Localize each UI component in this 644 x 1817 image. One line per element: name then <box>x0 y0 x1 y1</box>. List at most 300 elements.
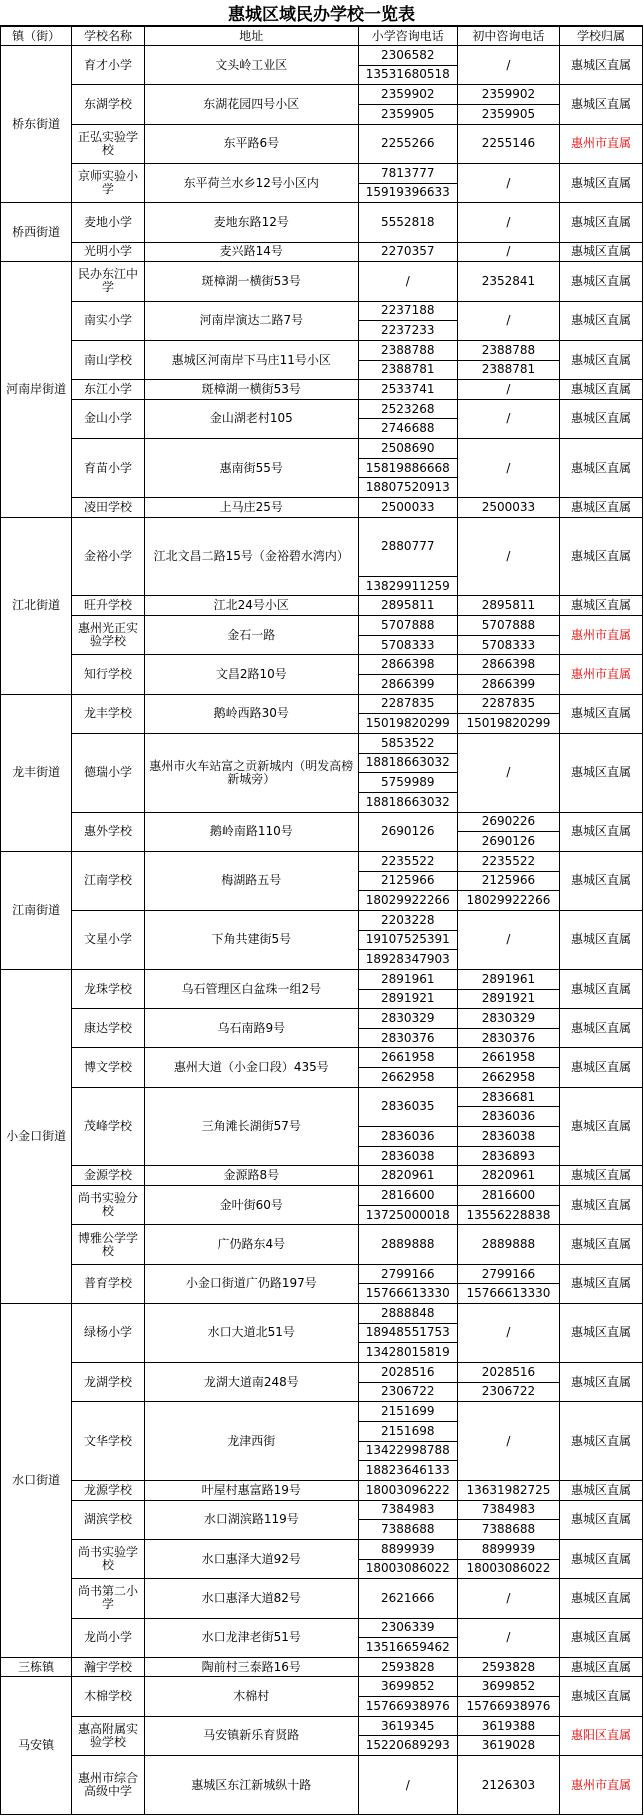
school-address: 金山湖老村105 <box>144 399 358 438</box>
school-address: 马安镇新乐育贤路 <box>144 1716 358 1755</box>
primary-phone: 2235522 <box>358 851 457 871</box>
town-cell: 江南街道 <box>1 851 72 969</box>
primary-phone: 2662958 <box>358 1068 457 1088</box>
school-address: 斑樟湖一横街53号 <box>144 262 358 301</box>
school-name: 博文学校 <box>72 1048 144 1087</box>
middle-phone: 2388781 <box>457 360 559 380</box>
school-address: 龙津西街 <box>144 1402 358 1481</box>
school-name: 民办东江中学 <box>72 262 144 301</box>
middle-phone: 2359902 <box>457 85 559 105</box>
town-cell: 水口街道 <box>1 1304 72 1658</box>
primary-phone: 2523268 <box>358 399 457 419</box>
school-name: 瀚宇学校 <box>72 1657 144 1677</box>
school-belong: 惠城区直属 <box>560 1225 643 1264</box>
middle-phone: 2287835 <box>457 694 559 714</box>
school-address: 麦兴路14号 <box>144 242 358 262</box>
table-row <box>1 1009 643 1029</box>
middle-phone: / <box>457 46 559 85</box>
primary-phone: 2306339 <box>358 1618 457 1638</box>
primary-phone: 2891961 <box>358 969 457 989</box>
school-name: 金山小学 <box>72 399 144 438</box>
table-row <box>1 1657 643 1677</box>
school-name: 金源学校 <box>72 1166 144 1186</box>
table-row <box>1 498 643 518</box>
middle-phone: / <box>457 1402 559 1481</box>
school-name: 龙尚小学 <box>72 1618 144 1657</box>
school-address: 小金口街道广仍路197号 <box>144 1264 358 1303</box>
middle-phone: 13556228838 <box>457 1205 559 1225</box>
table-row <box>1 1480 643 1500</box>
school-name: 茂峰学校 <box>72 1087 144 1166</box>
town-cell: 马安镇 <box>1 1677 72 1815</box>
town-cell: 江北街道 <box>1 517 72 694</box>
school-address: 东平路6号 <box>144 124 358 163</box>
school-address: 水口湖滨路119号 <box>144 1500 358 1539</box>
school-belong: 惠城区直属 <box>560 694 643 733</box>
school-name: 凌田学校 <box>72 498 144 518</box>
middle-phone: / <box>457 163 559 202</box>
middle-phone: 15766938976 <box>457 1697 559 1717</box>
middle-phone: 8899939 <box>457 1539 559 1559</box>
primary-phone: 18948551753 <box>358 1323 457 1343</box>
primary-phone: 2359905 <box>358 104 457 124</box>
school-name: 惠外学校 <box>72 812 144 851</box>
school-name: 育苗小学 <box>72 439 144 498</box>
table-row <box>1 380 643 400</box>
school-belong: 惠城区直属 <box>560 1618 643 1657</box>
middle-phone: 3619028 <box>457 1736 559 1756</box>
primary-phone: 3699852 <box>358 1677 457 1697</box>
primary-phone: 2891921 <box>358 989 457 1009</box>
school-belong: 惠城区直属 <box>560 1009 643 1048</box>
table-row <box>1 242 643 262</box>
primary-phone: 2593828 <box>358 1657 457 1677</box>
middle-phone: 2830329 <box>457 1009 559 1029</box>
town-cell: 桥东街道 <box>1 46 72 203</box>
school-belong: 惠城区直属 <box>560 498 643 518</box>
primary-phone: 5552818 <box>358 203 457 242</box>
table-row <box>1 340 643 360</box>
school-address: 惠南街55号 <box>144 439 358 498</box>
table-row <box>1 1225 643 1245</box>
school-address: 乌石管理区白盆珠一组2号 <box>144 969 358 1008</box>
primary-phone: 2895811 <box>358 596 457 616</box>
school-belong: 惠城区直属 <box>560 517 643 596</box>
school-address: 鹅岭西路30号 <box>144 694 358 733</box>
primary-phone: 2028516 <box>358 1362 457 1382</box>
middle-phone: 2388788 <box>457 340 559 360</box>
table-row <box>1 85 643 105</box>
middle-phone: 2255146 <box>457 124 559 163</box>
middle-phone: 15766613330 <box>457 1284 559 1304</box>
primary-phone: 2888848 <box>358 1304 457 1324</box>
school-belong: 惠城区直属 <box>560 1579 643 1618</box>
table-row <box>1 910 643 930</box>
primary-phone: 2866399 <box>358 675 457 695</box>
table-row <box>1 616 643 636</box>
header-school: 学校名称 <box>72 27 144 46</box>
primary-phone: 7388688 <box>358 1520 457 1540</box>
school-belong: 惠城区直属 <box>560 1166 643 1186</box>
school-address: 乌石南路9号 <box>144 1009 358 1048</box>
table-row <box>1 1756 643 1776</box>
school-belong: 惠城区直属 <box>560 1304 643 1363</box>
table-row <box>1 399 643 419</box>
middle-phone: 3619388 <box>457 1716 559 1736</box>
primary-phone: 7384983 <box>358 1500 457 1520</box>
middle-phone: 15019820299 <box>457 714 559 734</box>
middle-phone: 2889888 <box>457 1225 559 1264</box>
middle-phone: / <box>457 203 559 242</box>
header-row <box>1 27 643 46</box>
middle-phone: 7388688 <box>457 1520 559 1540</box>
middle-phone: 2895811 <box>457 596 559 616</box>
middle-phone: 2235522 <box>457 851 559 871</box>
school-belong: 惠城区直属 <box>560 439 643 498</box>
school-address: 金源路8号 <box>144 1166 358 1186</box>
school-belong: 惠城区直属 <box>560 85 643 124</box>
primary-phone: 2306722 <box>358 1382 457 1402</box>
school-address: 龙湖大道南248号 <box>144 1362 358 1401</box>
school-name: 正弘实验学校 <box>72 124 144 163</box>
school-name: 普育学校 <box>72 1264 144 1303</box>
primary-phone: 8899939 <box>358 1539 457 1559</box>
primary-phone: 13531680518 <box>358 65 457 85</box>
school-name: 光明小学 <box>72 242 144 262</box>
table-row <box>1 655 643 675</box>
table-row <box>1 1618 643 1638</box>
table-row <box>1 812 643 832</box>
middle-phone: 5707888 <box>457 616 559 636</box>
primary-phone: 2359902 <box>358 85 457 105</box>
school-address: 陶前村三泰路16号 <box>144 1657 358 1677</box>
middle-phone: 2820961 <box>457 1166 559 1186</box>
table-row <box>1 1048 643 1068</box>
school-name: 育才小学 <box>72 46 144 85</box>
primary-phone: 15019820299 <box>358 714 457 734</box>
middle-phone: / <box>457 301 559 340</box>
primary-phone: 5759989 <box>358 773 457 793</box>
primary-phone: 3619345 <box>358 1716 457 1736</box>
school-name: 尚书实验学校 <box>72 1539 144 1578</box>
school-address: 金叶街60号 <box>144 1186 358 1225</box>
primary-phone: 2237188 <box>358 301 457 321</box>
primary-phone: 2508690 <box>358 439 457 459</box>
school-belong: 惠城区直属 <box>560 399 643 438</box>
primary-phone: 2830376 <box>358 1028 457 1048</box>
table-row <box>1 1716 643 1736</box>
table-row <box>1 1539 643 1559</box>
primary-phone: 2836038 <box>358 1146 457 1166</box>
school-address: 金石一路 <box>144 616 358 655</box>
primary-phone: 7813777 <box>358 163 457 183</box>
primary-phone: 2661958 <box>358 1048 457 1068</box>
middle-phone: 2836893 <box>457 1146 559 1166</box>
primary-phone: 2270357 <box>358 242 457 262</box>
middle-phone: / <box>457 910 559 969</box>
school-name: 惠高附属实验学校 <box>72 1716 144 1755</box>
school-belong: 惠城区直属 <box>560 910 643 969</box>
primary-phone: 5853522 <box>358 733 457 753</box>
middle-phone: / <box>457 1618 559 1657</box>
primary-phone: 19107525391 <box>358 930 457 950</box>
school-belong: 惠城区直属 <box>560 1657 643 1677</box>
school-belong: 惠城区直属 <box>560 1362 643 1401</box>
primary-phone: 2125966 <box>358 871 457 891</box>
school-name: 龙源学校 <box>72 1480 144 1500</box>
school-name: 龙丰学校 <box>72 694 144 733</box>
school-address: 河南岸演达二路7号 <box>144 301 358 340</box>
school-belong: 惠城区直属 <box>560 1402 643 1481</box>
school-belong: 惠城区直属 <box>560 46 643 85</box>
school-address: 叶屋村惠富路19号 <box>144 1480 358 1500</box>
middle-phone: / <box>457 439 559 498</box>
primary-phone: / <box>358 262 457 301</box>
primary-phone: 2151698 <box>358 1421 457 1441</box>
table-row <box>1 969 643 989</box>
primary-phone: 15919396633 <box>358 183 457 203</box>
school-name: 南山学校 <box>72 340 144 379</box>
primary-phone: 18029922266 <box>358 891 457 911</box>
school-name: 绿杨小学 <box>72 1304 144 1363</box>
primary-phone: 13422998788 <box>358 1441 457 1461</box>
school-belong: 惠城区直属 <box>560 1539 643 1578</box>
school-name: 德瑞小学 <box>72 733 144 812</box>
middle-phone: / <box>457 242 559 262</box>
middle-phone: / <box>457 517 559 596</box>
primary-phone: 2889888 <box>358 1225 457 1264</box>
school-name: 惠州光正实验学校 <box>72 616 144 655</box>
school-name: 木棉学校 <box>72 1677 144 1716</box>
primary-phone: 2746688 <box>358 419 457 439</box>
school-name: 湖滨学校 <box>72 1500 144 1539</box>
town-cell: 小金口街道 <box>1 969 72 1303</box>
school-name: 麦地小学 <box>72 203 144 242</box>
middle-phone: 2830376 <box>457 1028 559 1048</box>
table-row <box>1 1579 643 1599</box>
school-belong: 惠城区直属 <box>560 1186 643 1225</box>
middle-phone: 13631982725 <box>457 1480 559 1500</box>
primary-phone: 2287835 <box>358 694 457 714</box>
school-address: 东湖花园四号小区 <box>144 85 358 124</box>
header-primary-phone: 小学咨询电话 <box>358 27 457 46</box>
school-belong: 惠城区直属 <box>560 1677 643 1716</box>
school-belong: 惠城区直属 <box>560 1500 643 1539</box>
primary-phone: 13516659462 <box>358 1638 457 1658</box>
table-row <box>1 851 643 871</box>
primary-phone: 2816600 <box>358 1186 457 1206</box>
school-address: 下角共建街5号 <box>144 910 358 969</box>
middle-phone: 2028516 <box>457 1362 559 1382</box>
school-name: 尚书实验分校 <box>72 1186 144 1225</box>
school-address: 木棉村 <box>144 1677 358 1716</box>
table-row <box>1 1402 643 1422</box>
middle-phone: 2359905 <box>457 104 559 124</box>
school-name: 南实小学 <box>72 301 144 340</box>
middle-phone: 2836038 <box>457 1127 559 1147</box>
school-address: 广仍路东4号 <box>144 1225 358 1264</box>
middle-phone: 2125966 <box>457 871 559 891</box>
table-row <box>1 1500 643 1520</box>
school-belong: 惠城区直属 <box>560 969 643 1008</box>
school-belong: 惠城区直属 <box>560 733 643 812</box>
school-belong: 惠城区直属 <box>560 242 643 262</box>
school-belong: 惠城区直属 <box>560 596 643 616</box>
table-row <box>1 439 643 459</box>
school-address: 鹅岭南路110号 <box>144 812 358 851</box>
page-title: 惠城区域民办学校一览表 <box>0 0 643 26</box>
middle-phone: 2690226 <box>457 812 559 832</box>
school-belong: 惠城区直属 <box>560 301 643 340</box>
school-name: 文星小学 <box>72 910 144 969</box>
table-row <box>1 733 643 753</box>
table-row <box>1 596 643 616</box>
primary-phone: 2237233 <box>358 321 457 341</box>
primary-phone: 2255266 <box>358 124 457 163</box>
middle-phone: 2891961 <box>457 969 559 989</box>
school-belong: 惠城区直属 <box>560 380 643 400</box>
middle-phone: / <box>457 733 559 812</box>
school-name: 京师实验小学 <box>72 163 144 202</box>
school-belong: 惠州市直属 <box>560 124 643 163</box>
school-address: 惠州大道（小金口段）435号 <box>144 1048 358 1087</box>
school-address: 水口龙津老街51号 <box>144 1618 358 1657</box>
header-address: 地址 <box>144 27 358 46</box>
middle-phone: 2306722 <box>457 1382 559 1402</box>
primary-phone: 2866398 <box>358 655 457 675</box>
school-belong: 惠州市直属 <box>560 1756 643 1815</box>
middle-phone: / <box>457 380 559 400</box>
school-address: 水口大道北51号 <box>144 1304 358 1363</box>
middle-phone: 2866399 <box>457 675 559 695</box>
town-cell: 龙丰街道 <box>1 694 72 851</box>
primary-phone: 18003086022 <box>358 1559 457 1579</box>
school-address: 麦地东路12号 <box>144 203 358 242</box>
middle-phone: 18003086022 <box>457 1559 559 1579</box>
school-belong: 惠州市直属 <box>560 616 643 655</box>
middle-phone: 2500033 <box>457 498 559 518</box>
school-address: 惠城区东江新城纵十路 <box>144 1756 358 1815</box>
school-address: 江北24号小区 <box>144 596 358 616</box>
school-address: 斑樟湖一横街53号 <box>144 380 358 400</box>
school-belong: 惠城区直属 <box>560 340 643 379</box>
primary-phone: 2388788 <box>358 340 457 360</box>
header-middle-phone: 初中咨询电话 <box>457 27 559 46</box>
school-address: 文头岭工业区 <box>144 46 358 85</box>
primary-phone: 2820961 <box>358 1166 457 1186</box>
school-name: 东湖学校 <box>72 85 144 124</box>
school-name: 旺升学校 <box>72 596 144 616</box>
school-address: 三角滩长湖街57号 <box>144 1087 358 1166</box>
primary-phone: 2500033 <box>358 498 457 518</box>
school-belong: 惠城区直属 <box>560 1264 643 1303</box>
primary-phone: / <box>358 1756 457 1815</box>
table-row <box>1 163 643 183</box>
primary-phone: 2306582 <box>358 46 457 66</box>
school-belong: 惠城区直属 <box>560 851 643 910</box>
table-row <box>1 262 643 282</box>
middle-phone: 2799166 <box>457 1264 559 1284</box>
table-row <box>1 1362 643 1382</box>
school-belong: 惠阳区直属 <box>560 1716 643 1755</box>
school-address: 上马庄25号 <box>144 498 358 518</box>
middle-phone: 2836036 <box>457 1107 559 1127</box>
town-cell: 河南岸街道 <box>1 262 72 518</box>
middle-phone: 18029922266 <box>457 891 559 911</box>
middle-phone: 3699852 <box>457 1677 559 1697</box>
primary-phone: 18928347903 <box>358 950 457 970</box>
school-belong: 惠城区直属 <box>560 1480 643 1500</box>
school-name: 东江小学 <box>72 380 144 400</box>
middle-phone: 2690126 <box>457 832 559 852</box>
school-belong: 惠城区直属 <box>560 1048 643 1087</box>
primary-phone: 15819886668 <box>358 458 457 478</box>
primary-phone: 5708333 <box>358 635 457 655</box>
primary-phone: 18807520913 <box>358 478 457 498</box>
middle-phone: / <box>457 1579 559 1618</box>
school-name: 博雅公学学校 <box>72 1225 144 1264</box>
school-belong: 惠城区直属 <box>560 812 643 851</box>
primary-phone: 2203228 <box>358 910 457 930</box>
school-table <box>0 26 643 1815</box>
school-address: 文昌2路10号 <box>144 655 358 694</box>
primary-phone: 13829911259 <box>358 576 457 596</box>
table-row <box>1 124 643 144</box>
school-address: 梅湖路五号 <box>144 851 358 910</box>
school-name: 文华学校 <box>72 1402 144 1481</box>
table-row <box>1 1186 643 1206</box>
school-name: 尚书第二小学 <box>72 1579 144 1618</box>
school-address: 水口惠泽大道82号 <box>144 1579 358 1618</box>
primary-phone: 18003096222 <box>358 1480 457 1500</box>
school-belong: 惠城区直属 <box>560 1087 643 1166</box>
school-belong: 惠城区直属 <box>560 163 643 202</box>
middle-phone: 7384983 <box>457 1500 559 1520</box>
school-belong: 惠州市直属 <box>560 655 643 694</box>
primary-phone: 2880777 <box>358 517 457 576</box>
town-cell: 桥西街道 <box>1 203 72 262</box>
middle-phone: 2866398 <box>457 655 559 675</box>
school-belong: 惠城区直属 <box>560 203 643 242</box>
table-row <box>1 1677 643 1697</box>
primary-phone: 2151699 <box>358 1402 457 1422</box>
town-cell: 三栋镇 <box>1 1657 72 1677</box>
primary-phone: 2836035 <box>358 1087 457 1126</box>
table-row <box>1 1166 643 1186</box>
school-address: 惠城区河南岸下马庄11号小区 <box>144 340 358 379</box>
header-town: 镇（街） <box>1 27 72 46</box>
middle-phone: 2662958 <box>457 1068 559 1088</box>
primary-phone: 15766613330 <box>358 1284 457 1304</box>
primary-phone: 13428015819 <box>358 1343 457 1363</box>
table-row <box>1 46 643 66</box>
primary-phone: 18818663032 <box>358 792 457 812</box>
middle-phone: 2661958 <box>457 1048 559 1068</box>
table-row <box>1 203 643 223</box>
primary-phone: 15220689293 <box>358 1736 457 1756</box>
primary-phone: 2830329 <box>358 1009 457 1029</box>
middle-phone: 2836681 <box>457 1087 559 1107</box>
middle-phone: 2891921 <box>457 989 559 1009</box>
primary-phone: 2533741 <box>358 380 457 400</box>
middle-phone: 2593828 <box>457 1657 559 1677</box>
middle-phone: 2126303 <box>457 1756 559 1815</box>
school-address: 东平荷兰水乡12号小区内 <box>144 163 358 202</box>
school-address: 水口惠泽大道92号 <box>144 1539 358 1578</box>
school-name: 龙湖学校 <box>72 1362 144 1401</box>
school-address: 惠州市火车站富之贡新城内（明发高榜新城旁） <box>144 733 358 812</box>
school-name: 江南学校 <box>72 851 144 910</box>
